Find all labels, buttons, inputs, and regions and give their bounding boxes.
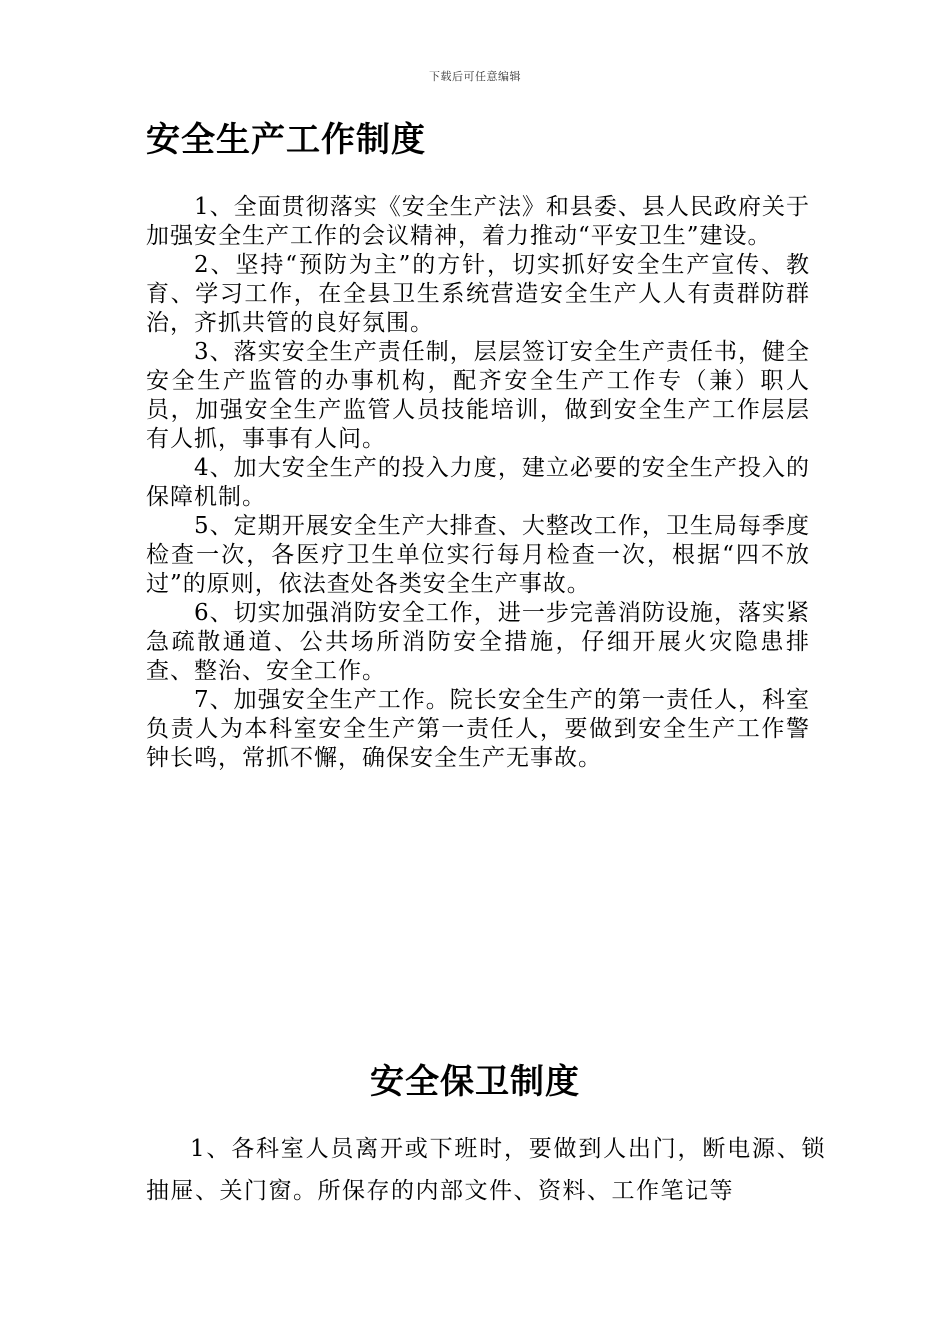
section-1-title: 安全生产工作制度 (146, 120, 426, 160)
section-1-paragraph-1: 1、全面贯彻落实《安全生产法》和县委、县人民政府关于加强安全生产工作的会议精神，着力推动“平安卫生”建设。 (146, 194, 810, 249)
section-1-paragraph-3: 3、落实安全生产责任制，层层签订安全生产责任书，健全安全生产监管的办事机构，配齐安全生产工作专（兼）职人员，加强安全生产监管人员技能培训，做到安全生产工作层层有人抓，事事有人问。 (146, 339, 810, 452)
section-1-body (146, 193, 810, 773)
section-1-paragraph-6: 6、切实加强消防安全工作，进一步完善消防设施，落实紧急疏散通道、公共场所消防安全措施，仔细开展火灾隐患排查、整治、安全工作。 (146, 600, 810, 684)
section-1-paragraph-5: 5、定期开展安全生产大排查、大整改工作，卫生局每季度检查一次，各医疗卫生单位实行每月检查一次，根据“四不放过”的原则，依法查处各类安全生产事故。 (146, 513, 810, 597)
section-2-paragraph-1: 1、各科室人员离开或下班时，要做到人出门，断电源、锁抽屉、关门窗。所保存的内部文件、资料、工作笔记等 (146, 1136, 826, 1204)
section-2-title: 安全保卫制度 (370, 1062, 580, 1102)
section-1-paragraph-7: 7、加强安全生产工作。院长安全生产的第一责任人，科室负责人为本科室安全生产第一责任人，要做到安全生产工作警钟长鸣，常抓不懈，确保安全生产无事故。 (146, 687, 810, 771)
header-note: 下载后可任意编辑 (429, 70, 521, 83)
section-2-body (146, 1128, 826, 1212)
section-1-paragraph-4: 4、加大安全生产的投入力度，建立必要的安全生产投入的保障机制。 (146, 455, 810, 510)
section-1-paragraph-2: 2、坚持“预防为主”的方针，切实抓好安全生产宣传、教育、学习工作，在全县卫生系统营造安全生产人人有责群防群治，齐抓共管的良好氛围。 (146, 252, 810, 336)
